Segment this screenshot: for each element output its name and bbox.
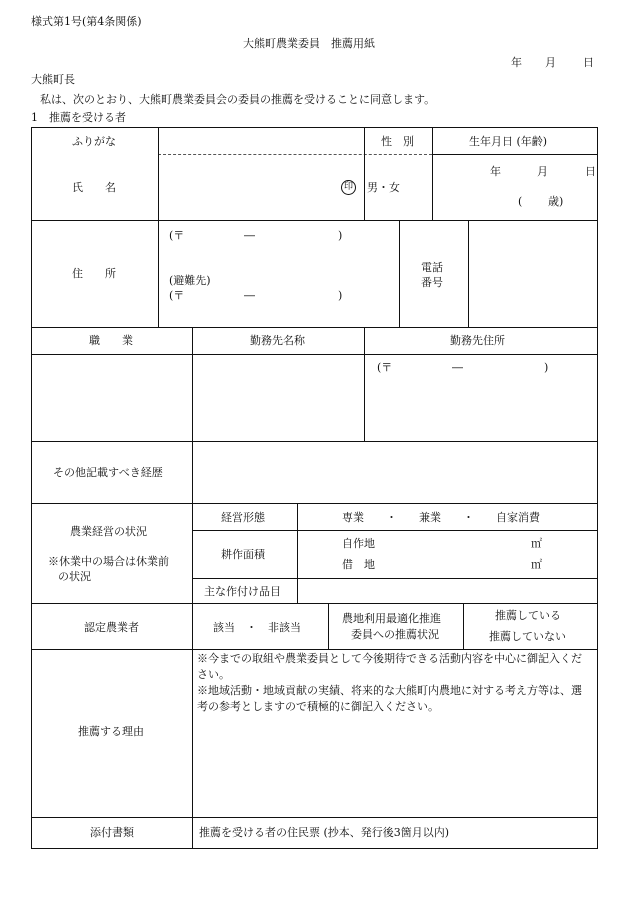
recommendation-form (31, 127, 598, 849)
sex-label: 性 別 (381, 135, 414, 148)
rule (192, 817, 193, 848)
rule (192, 578, 597, 579)
rule (32, 603, 597, 604)
work-postal-close: ) (544, 361, 549, 374)
farm-status-label: 農業経営の状況 (70, 525, 147, 538)
rule (192, 530, 597, 531)
form-number: 様式第1号(第4条関係) (31, 15, 142, 28)
name-label: 氏 名 (72, 181, 116, 194)
evacuation-label: (避難先) (169, 274, 211, 287)
rule (399, 220, 400, 327)
reason-note-2: ※地域活動・地域貢献の実績、将来的な大熊町内農地に対する考え方等は、選考の参考としますので積極的に御記入ください。 (197, 684, 582, 713)
reason-input[interactable] (196, 718, 592, 813)
career-input[interactable] (196, 445, 592, 499)
rule (32, 354, 597, 355)
rule (364, 128, 365, 220)
recommended-yes[interactable]: 推薦している (495, 609, 561, 622)
phone-label-line2: 番号 (421, 276, 443, 289)
rule (32, 503, 597, 504)
furigana-divider (158, 154, 432, 155)
furigana-label: ふりがな (72, 135, 116, 148)
address-label: 住 所 (72, 267, 116, 280)
postal-close: ) (338, 229, 343, 242)
career-label: その他記載すべき経歴 (53, 466, 163, 479)
crops-label: 主な作付け品目 (204, 585, 281, 598)
farm-note-line2: の状況 (58, 570, 91, 583)
evac-postal-close: ) (338, 289, 343, 302)
birth-month: 月 (537, 165, 548, 178)
date-day: 日 (583, 56, 594, 69)
work-postal-dash: ― (452, 361, 463, 374)
rule (32, 649, 597, 650)
rule (432, 154, 597, 155)
reason-note-1: ※今までの取組や農業委員として今後期待できる活動内容を中心に御記入ください。 (197, 652, 582, 681)
area-label: 耕作面積 (221, 548, 265, 561)
farm-note-line1: ※休業中の場合は休業前 (48, 555, 169, 568)
phone-input[interactable] (472, 224, 592, 324)
owned-land-label: 自作地 (342, 537, 375, 550)
date-month: 月 (545, 56, 556, 69)
owned-land-unit: ㎡ (531, 537, 542, 550)
evac-postal-dash: ― (244, 289, 255, 302)
management-label: 経営形態 (221, 511, 265, 524)
evac-postal-open: (〒 (169, 289, 185, 302)
certified-farmer-label: 認定農業者 (84, 621, 139, 634)
rule (297, 503, 298, 578)
rule (468, 220, 469, 327)
postal-dash: ― (244, 229, 255, 242)
phone-label-line1: 電話 (421, 261, 443, 274)
work-postal-open: (〒 (377, 361, 393, 374)
employer-name-label: 勤務先名称 (250, 334, 305, 347)
addressee: 大熊町長 (31, 73, 75, 86)
recommended-no[interactable]: 推薦していない (489, 630, 566, 643)
rule (32, 327, 597, 328)
crops-input[interactable] (301, 581, 593, 600)
rule (297, 578, 298, 603)
rule (158, 220, 159, 327)
certified-options[interactable]: 該当 ・ 非該当 (213, 621, 301, 634)
name-input[interactable] (162, 158, 360, 216)
seal-label: 印 (341, 180, 356, 195)
page-title: 大熊町農業委員 推薦用紙 (243, 37, 375, 50)
committee-label-line2: 委員への推薦状況 (351, 628, 439, 641)
rule (328, 603, 329, 649)
rule (463, 603, 464, 649)
birth-label: 生年月日 (年齢) (469, 135, 548, 148)
seal-mark (341, 180, 356, 195)
rule (192, 327, 193, 441)
rule (192, 441, 193, 817)
rented-land-label: 借 地 (342, 558, 375, 571)
rule (32, 817, 597, 818)
management-options[interactable]: 専業 ・ 兼業 ・ 自家消費 (342, 511, 540, 524)
attachments-value: 推薦を受ける者の住民票 (抄本、発行後3箇月以内) (199, 826, 450, 839)
postal-open: (〒 (169, 229, 185, 242)
committee-label-line1: 農地利用最適化推進 (342, 612, 441, 625)
birth-year: 年 (490, 165, 501, 178)
sex-options[interactable]: 男・女 (367, 181, 400, 194)
rule (32, 441, 597, 442)
age-open: ( (518, 195, 523, 208)
reason-label: 推薦する理由 (78, 725, 144, 738)
rule (432, 128, 433, 220)
rule (364, 327, 365, 441)
employer-address-label: 勤務先住所 (450, 334, 505, 347)
section-heading: 1 推薦を受ける者 (31, 111, 126, 124)
rule (158, 128, 159, 220)
date-year: 年 (511, 56, 522, 69)
attachments-label: 添付書類 (90, 826, 134, 839)
rented-land-unit: ㎡ (531, 558, 542, 571)
age-close: 歳) (548, 195, 564, 208)
occupation-label: 職 業 (89, 334, 133, 347)
consent-statement: 私は、次のとおり、大熊町農業委員会の委員の推薦を受けることに同意します。 (40, 93, 436, 106)
rule (32, 220, 597, 221)
birth-day: 日 (585, 165, 596, 178)
